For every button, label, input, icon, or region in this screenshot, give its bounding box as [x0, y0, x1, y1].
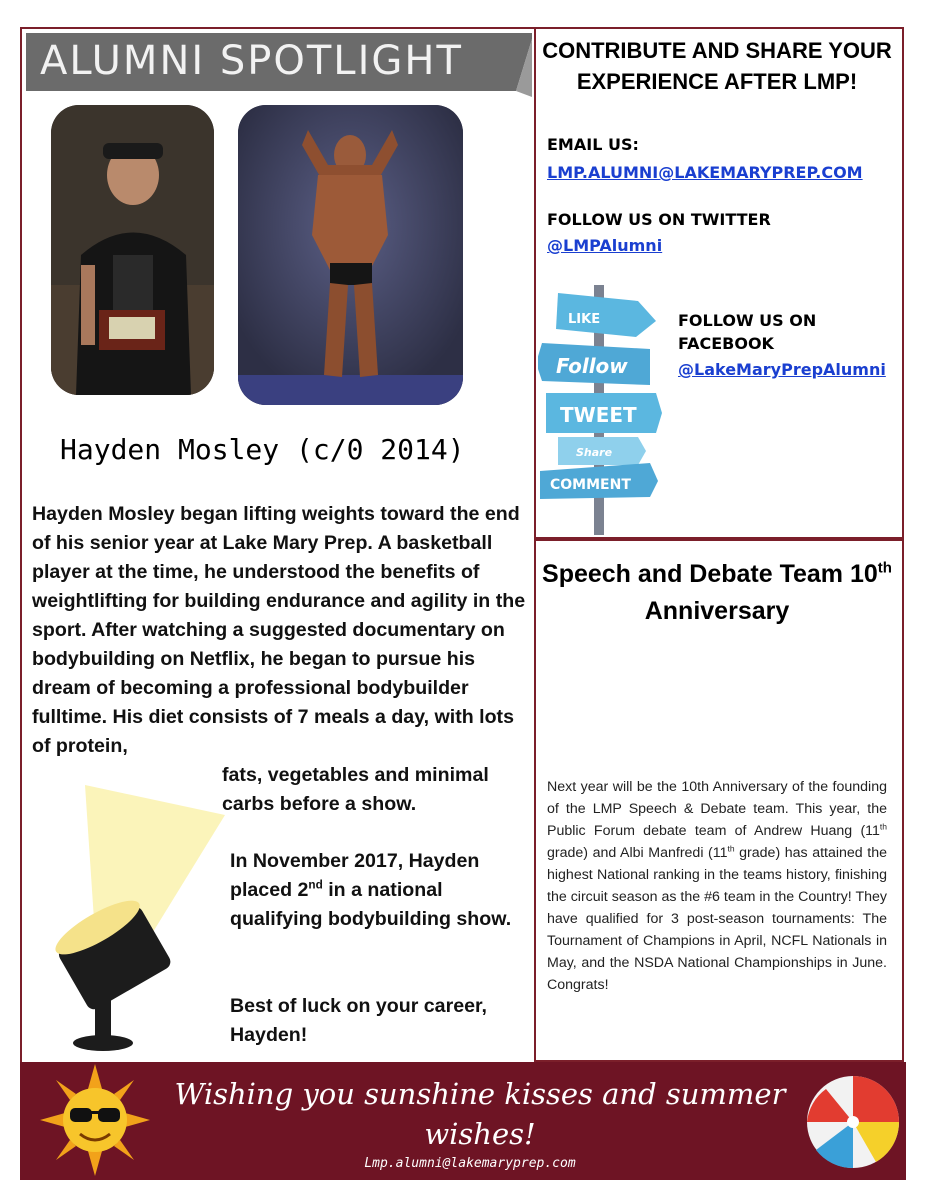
- athlete-trophy-photo: [51, 105, 214, 395]
- footer-message: Wishing you sunshine kisses and summer wishes!: [174, 1077, 786, 1151]
- sign-comment: COMMENT: [550, 477, 631, 493]
- speech-debate-article: [547, 776, 887, 996]
- grade-suffix-1: th: [879, 821, 887, 832]
- alumni-name-heading: Hayden Mosley (c/0 2014): [60, 433, 465, 466]
- bio-paragraph: Hayden Mosley began lifting weights toward the end of his senior year at Lake Mary Prep. A basketball player at the time, he understood the benefits of weightlifting for building endurance and agility in the sport. After watching a suggested documentary on bodybuilding on Netflix, he began to pursue his dream of becoming a professional bodybuilder fulltime. His diet consists of 7 meals a day, with lots of protein,: [32, 503, 526, 757]
- closing-wish: Best of luck on your career, Hayden!: [230, 995, 487, 1046]
- placement-text-end: in a national qualifying bodybuilding show.: [230, 879, 512, 930]
- sun-sunglasses-icon: [40, 1064, 150, 1176]
- placement-text: In November 2017, Hayden placed 2: [230, 850, 480, 901]
- speech-title-text: Speech and Debate Team 10: [542, 560, 878, 588]
- banner-title: ALUMNI SPOTLIGHT: [40, 38, 463, 84]
- sign-share: Share: [576, 446, 613, 459]
- ordinal-suffix: nd: [308, 878, 323, 892]
- grade-suffix-2: th: [727, 843, 735, 854]
- contribute-heading: CONTRIBUTE AND SHARE YOUR EXPERIENCE AFTER LMP!: [542, 38, 892, 94]
- sign-like: LIKE: [568, 312, 601, 327]
- bodybuilder-stage-photo: [238, 105, 463, 405]
- email-link[interactable]: LMP.ALUMNI@LAKEMARYPREP.COM: [547, 163, 863, 182]
- speech-debate-heading: [536, 556, 898, 630]
- facebook-link[interactable]: @LakeMaryPrepAlumni: [678, 360, 886, 379]
- speech-title-suffix: th: [877, 559, 892, 577]
- placement-paragraph: [230, 847, 520, 934]
- facebook-label: FOLLOW US ON FACEBOOK: [678, 311, 817, 353]
- bio-paragraph-continued: fats, vegetables and minimal carbs before a show.: [222, 764, 489, 815]
- social-signpost-icon: [538, 285, 663, 535]
- article-text-3: grade) has attained the highest National ranking in the teams history, finishing the circuit season as the #6 team in the Country! They have qualified for 3 post-season tournaments: The Tournament of Champions in April, NCFL Nationals in May, and the NSDA National Championships in June. Congrats!: [547, 845, 887, 993]
- twitter-link[interactable]: @LMPAlumni: [547, 236, 663, 255]
- sign-follow: Follow: [556, 354, 628, 378]
- sign-tweet: TWEET: [560, 403, 637, 427]
- beach-ball-icon: [806, 1075, 901, 1170]
- footer-email[interactable]: Lmp.alumni@lakemaryprep.com: [364, 1156, 576, 1171]
- email-label: EMAIL US:: [547, 135, 639, 154]
- article-text-2: grade) and Albi Manfredi (11: [547, 845, 728, 861]
- speech-title-end: Anniversary: [644, 597, 790, 625]
- spotlight-lamp-icon: [35, 785, 225, 1055]
- article-text-1: Next year will be the 10th Anniversary of the founding of the LMP Speech & Debate team. This year, the Public Forum debate team of Andrew Huang (11: [547, 779, 887, 839]
- twitter-label: FOLLOW US ON TWITTER: [547, 210, 771, 229]
